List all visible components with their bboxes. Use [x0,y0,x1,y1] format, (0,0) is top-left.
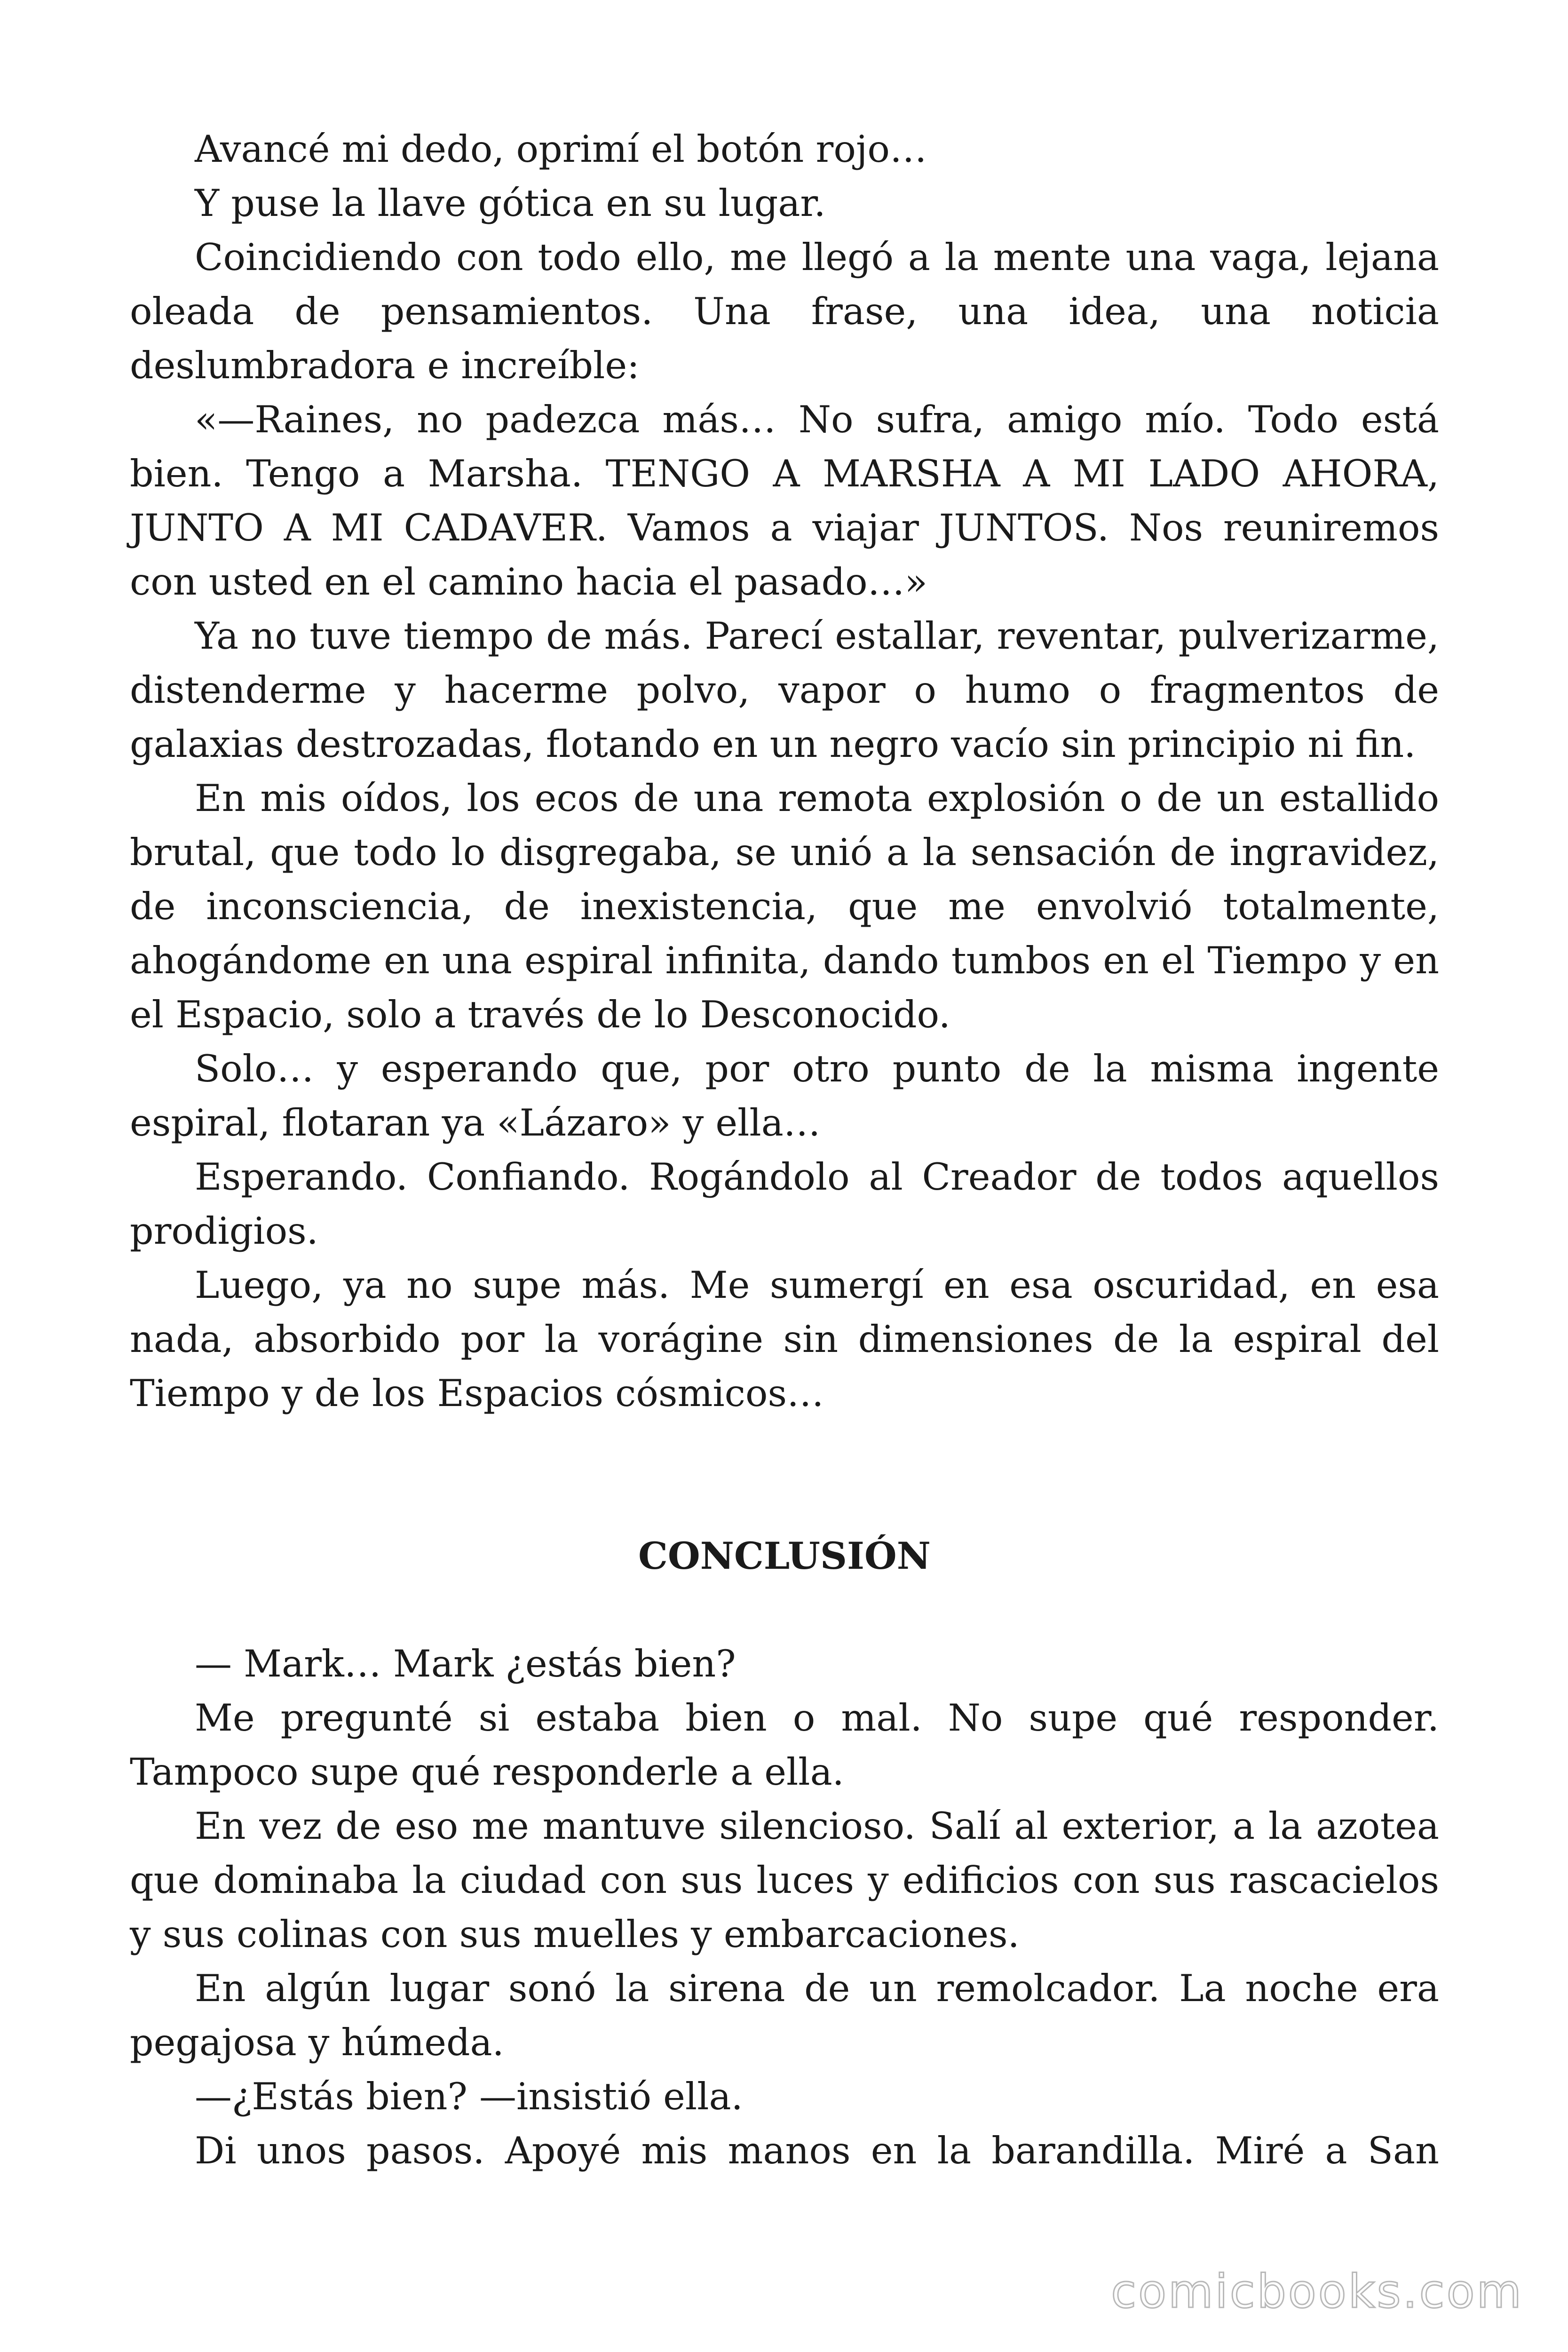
paragraph: —¿Estás bien? —insistió ella. [195,2075,743,2118]
paragraph: — Mark… Mark ¿estás bien? [195,1642,736,1685]
paragraph: «—Raines, no padezca más… No sufra, amigo mío. Todo está bien. Tengo a Marsha. TENGO A MARSHA A MI LADO AHORA, JUNTO A MI CADAVER. Vamos a viajar JUNTOS. Nos reuniremos con usted en el camino hacia el pasado…» [130,398,1439,604]
paragraph: Avancé mi dedo, oprimí el botón rojo… [195,127,927,171]
page-body [130,122,1439,2178]
section-spacer [130,1421,1439,1529]
paragraph: Ya no tuve tiempo de más. Parecí estallar, reventar, pulverizarme, distenderme y hacerme polvo, vapor o humo o fragmentos de galaxias destrozadas, flotando en un negro vacío sin principio ni fin. [130,614,1439,766]
paragraph: En mis oídos, los ecos de una remota explosión o de un estallido brutal, que todo lo disgregaba, se unió a la sensación de ingravidez, de inconsciencia, de inexistencia, que me envolvió totalmente, ahogándome en una espiral infinita, dando tumbos en el Tiempo y en el Espacio, solo a través de lo Desconocido. [130,777,1439,1036]
section-spacer [130,1583,1439,1637]
paragraph: Me pregunté si estaba bien o mal. No supe qué responder. Tampoco supe qué responderle a ella. [130,1696,1439,1794]
paragraph: Solo… y esperando que, por otro punto de la misma ingente espiral, flotaran ya «Lázaro» y ella… [130,1047,1439,1144]
watermark: comicbooks.com [1111,2265,1523,2319]
paragraph: Y puse la llave gótica en su lugar. [195,182,826,225]
paragraph: En vez de eso me mantuve silencioso. Salí al exterior, a la azotea que dominaba la ciudad con sus luces y edificios con sus rascacielos y sus colinas con sus muelles y embarcaciones. [130,1804,1439,1956]
paragraph: Esperando. Confiando. Rogándolo al Creador de todos aquellos prodigios. [130,1155,1439,1253]
paragraph: Luego, ya no supe más. Me sumergí en esa oscuridad, en esa nada, absorbido por la vorágine sin dimensiones de la espiral del Tiempo y de los Espacios cósmicos… [130,1263,1439,1415]
paragraph: Di unos pasos. Apoyé mis manos en la barandilla. Miré a San [195,2129,1439,2172]
paragraph: En algún lugar sonó la sirena de un remolcador. La noche era pegajosa y húmeda. [130,1967,1439,2064]
chapter-heading: CONCLUSIÓN [638,1534,931,1578]
paragraph: Coincidiendo con todo ello, me llegó a la mente una vaga, lejana oleada de pensamientos. Una frase, una idea, una noticia deslumbradora e increíble: [130,236,1439,387]
